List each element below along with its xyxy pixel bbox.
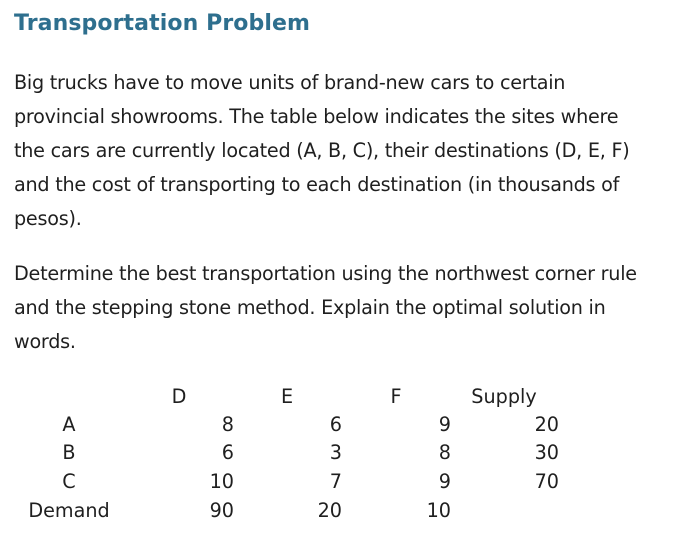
row-label-b: B bbox=[62, 441, 76, 464]
cost-c-e: 7 bbox=[329, 470, 342, 493]
supply-b: 30 bbox=[534, 441, 559, 464]
column-header-e: E bbox=[280, 385, 294, 408]
text-line: provincial showrooms. The table below indicates the sites where bbox=[14, 105, 619, 128]
cost-c-f: 9 bbox=[438, 470, 451, 493]
text-line: and the cost of transporting to each destination (in thousands of bbox=[14, 173, 620, 196]
problem-description bbox=[14, 66, 690, 236]
cost-b-f: 8 bbox=[438, 441, 451, 464]
row-label-c: C bbox=[62, 470, 76, 493]
demand-d: 90 bbox=[209, 499, 234, 522]
column-header-d: D bbox=[171, 385, 187, 408]
supply-c: 70 bbox=[534, 470, 559, 493]
cost-a-e: 6 bbox=[329, 413, 342, 436]
cost-a-d: 8 bbox=[221, 413, 234, 436]
page-title: Transportation Problem bbox=[14, 11, 311, 36]
text-line: words. bbox=[14, 330, 76, 353]
row-label-a: A bbox=[62, 413, 76, 436]
row-label-demand: Demand bbox=[28, 499, 110, 522]
supply-a: 20 bbox=[534, 413, 559, 436]
cost-b-e: 3 bbox=[329, 441, 342, 464]
text-line: Big trucks have to move units of brand-new cars to certain bbox=[14, 71, 566, 94]
text-line: Determine the best transportation using the northwest corner rule bbox=[14, 262, 637, 285]
column-header-f: F bbox=[390, 385, 402, 408]
demand-f: 10 bbox=[426, 499, 451, 522]
text-line: the cars are currently located (A, B, C), their destinations (D, E, F) bbox=[14, 139, 630, 162]
cost-c-d: 10 bbox=[209, 470, 234, 493]
problem-instructions bbox=[14, 257, 690, 359]
demand-e: 20 bbox=[317, 499, 342, 522]
column-header-supply: Supply bbox=[471, 385, 537, 408]
cost-a-f: 9 bbox=[438, 413, 451, 436]
text-line: and the stepping stone method. Explain the optimal solution in bbox=[14, 296, 606, 319]
text-line: pesos). bbox=[14, 207, 82, 230]
cost-b-d: 6 bbox=[221, 441, 234, 464]
